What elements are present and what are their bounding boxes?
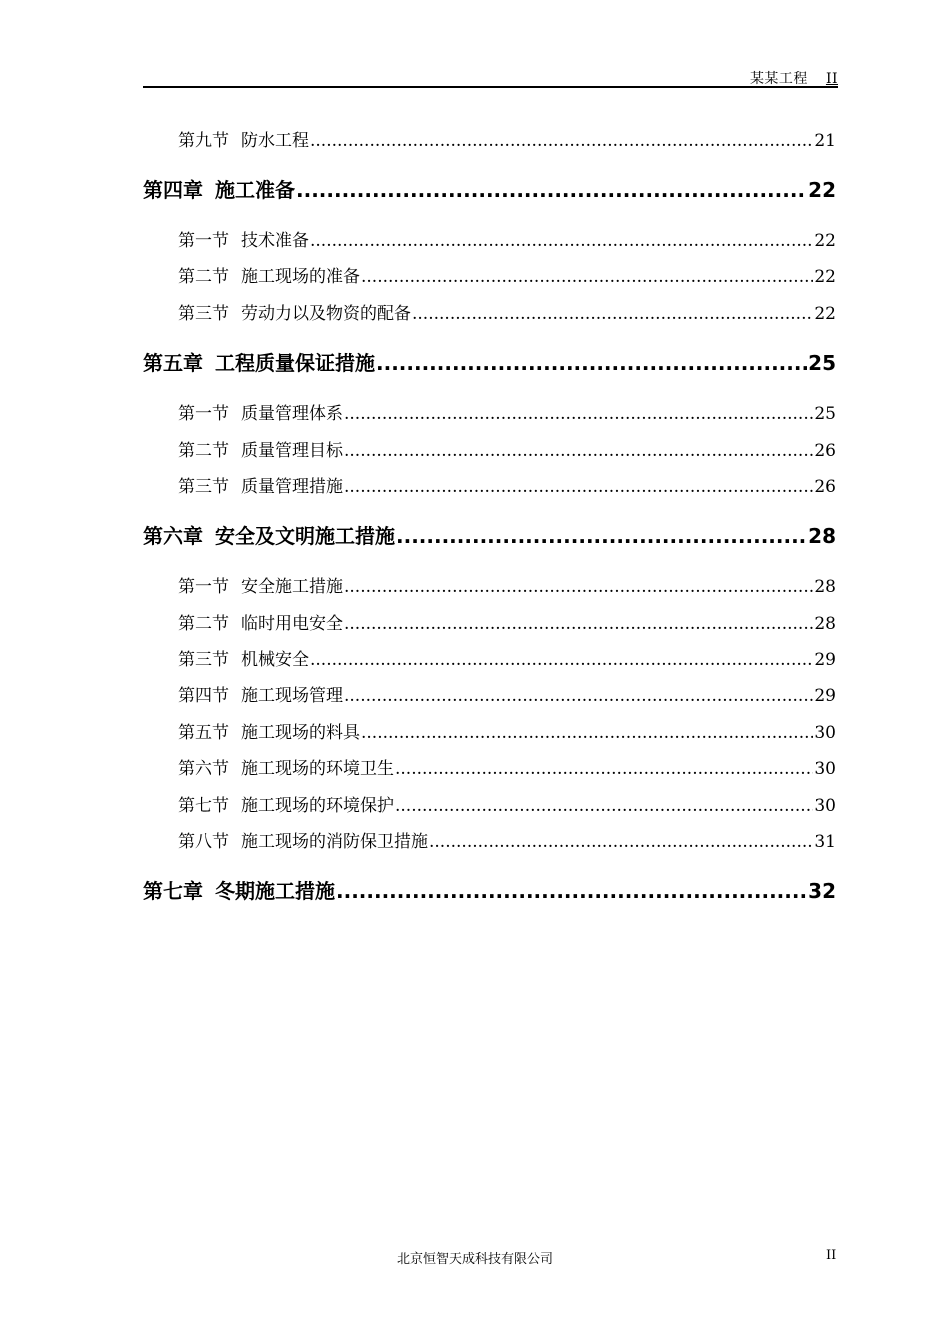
dot-leader xyxy=(396,524,807,548)
dot-leader xyxy=(310,231,813,251)
toc-entry-section[interactable] xyxy=(178,472,836,497)
toc-entry-number: 第三节 xyxy=(178,650,229,670)
dot-leader xyxy=(395,796,813,816)
toc-entry-number: 第三节 xyxy=(178,477,229,497)
toc-entry-number: 第四节 xyxy=(178,686,229,706)
toc-entry-title: 施工现场管理 xyxy=(241,686,343,706)
toc-entry-section[interactable] xyxy=(178,126,836,151)
toc-entry-number: 第一节 xyxy=(178,404,229,424)
toc-entry-title: 安全及文明施工措施 xyxy=(215,524,395,548)
toc-entry-number: 第八节 xyxy=(178,832,229,852)
toc-entry-title: 施工现场的环境卫生 xyxy=(241,759,394,779)
toc-entry-number: 第六节 xyxy=(178,759,229,779)
toc-entry-number: 第二节 xyxy=(178,267,229,287)
toc-entry-page: 29 xyxy=(814,686,836,706)
toc-entry-title: 施工现场的消防保卫措施 xyxy=(241,832,428,852)
toc-entry-page: 26 xyxy=(814,477,836,497)
toc-entry-title: 质量管理目标 xyxy=(241,441,343,461)
toc-entry-title: 工程质量保证措施 xyxy=(215,351,375,375)
toc-entry-chapter[interactable] xyxy=(143,520,836,549)
dot-leader xyxy=(344,441,813,461)
toc-entry-section[interactable] xyxy=(178,791,836,816)
toc-entry-number: 第九节 xyxy=(178,131,229,151)
toc-entry-section[interactable] xyxy=(178,754,836,779)
footer-page-number: II xyxy=(826,1248,837,1263)
toc-entry-title: 施工现场的环境保护 xyxy=(241,796,394,816)
toc-entry-title: 安全施工措施 xyxy=(241,577,343,597)
dot-leader xyxy=(344,577,813,597)
toc-entry-title: 技术准备 xyxy=(241,231,309,251)
dot-leader xyxy=(344,614,813,634)
toc-entry-chapter[interactable] xyxy=(143,875,836,904)
toc-entry-number: 第六章 xyxy=(143,524,203,548)
toc-entry-chapter[interactable] xyxy=(143,174,836,203)
toc-entry-number: 第五章 xyxy=(143,351,203,375)
dot-leader xyxy=(344,404,813,424)
toc-entry-number: 第五节 xyxy=(178,723,229,743)
toc-entry-page: 31 xyxy=(814,832,836,852)
toc-entry-title: 冬期施工措施 xyxy=(215,879,335,903)
dot-leader xyxy=(412,304,813,324)
toc-entry-page: 26 xyxy=(814,441,836,461)
dot-leader xyxy=(310,650,813,670)
toc-entry-section[interactable] xyxy=(178,436,836,461)
toc-entry-number: 第一节 xyxy=(178,231,229,251)
toc-entry-number: 第三节 xyxy=(178,304,229,324)
toc-entry-page: 22 xyxy=(814,267,836,287)
dot-leader xyxy=(361,267,813,287)
dot-leader xyxy=(395,759,813,779)
toc-entry-page: 22 xyxy=(814,231,836,251)
toc-entry-page: 22 xyxy=(814,304,836,324)
toc-entry-number: 第二节 xyxy=(178,614,229,634)
header-title: 某某工程 xyxy=(749,71,808,87)
header-text xyxy=(750,68,838,88)
dot-leader xyxy=(344,477,813,497)
toc-entry-page: 28 xyxy=(808,524,836,548)
dot-leader xyxy=(336,879,807,903)
toc-entry-section[interactable] xyxy=(178,226,836,251)
toc-entry-page: 22 xyxy=(808,178,836,202)
toc-entry-number: 第四章 xyxy=(143,178,203,202)
toc-entry-page: 32 xyxy=(808,879,836,903)
toc-entry-number: 第二节 xyxy=(178,441,229,461)
toc-entry-section[interactable] xyxy=(178,645,836,670)
toc-entry-title: 临时用电安全 xyxy=(241,614,343,634)
toc-entry-page: 25 xyxy=(814,404,836,424)
toc-entry-title: 施工准备 xyxy=(215,178,295,202)
toc-entry-title: 施工现场的准备 xyxy=(241,267,360,287)
toc-entry-section[interactable] xyxy=(178,681,836,706)
footer-company: 北京恒智天成科技有限公司 xyxy=(396,1252,553,1267)
toc-entry-number: 第七章 xyxy=(143,879,203,903)
dot-leader xyxy=(429,832,813,852)
toc-entry-section[interactable] xyxy=(178,262,836,287)
toc-entry-title: 机械安全 xyxy=(241,650,309,670)
page-header xyxy=(143,66,838,88)
toc-entry-page: 21 xyxy=(814,131,836,151)
toc-entry-page: 25 xyxy=(808,351,836,375)
dot-leader xyxy=(376,351,807,375)
toc-entry-section[interactable] xyxy=(178,572,836,597)
dot-leader xyxy=(296,178,807,202)
toc-entry-section[interactable] xyxy=(178,609,836,634)
dot-leader xyxy=(361,723,813,743)
toc-entry-title: 质量管理体系 xyxy=(241,404,343,424)
toc-entry-title: 防水工程 xyxy=(241,131,309,151)
toc-entry-section[interactable] xyxy=(178,827,836,852)
toc-entry-section[interactable] xyxy=(178,299,836,324)
toc-entry-page: 28 xyxy=(814,614,836,634)
dot-leader xyxy=(310,131,813,151)
toc-entry-title: 劳动力以及物资的配备 xyxy=(241,304,411,324)
dot-leader xyxy=(344,686,813,706)
toc-entry-title: 质量管理措施 xyxy=(241,477,343,497)
toc-entry-title: 施工现场的料具 xyxy=(241,723,360,743)
toc-entry-page: 30 xyxy=(814,723,836,743)
header-page-number: II xyxy=(825,71,838,87)
toc-entry-page: 30 xyxy=(814,796,836,816)
toc-entry-page: 29 xyxy=(814,650,836,670)
toc-entry-section[interactable] xyxy=(178,399,836,424)
toc-entry-page: 28 xyxy=(814,577,836,597)
toc-entry-page: 30 xyxy=(814,759,836,779)
toc-entry-number: 第七节 xyxy=(178,796,229,816)
toc-entry-number: 第一节 xyxy=(178,577,229,597)
toc-entry-section[interactable] xyxy=(178,718,836,743)
toc-entry-chapter[interactable] xyxy=(143,347,836,376)
